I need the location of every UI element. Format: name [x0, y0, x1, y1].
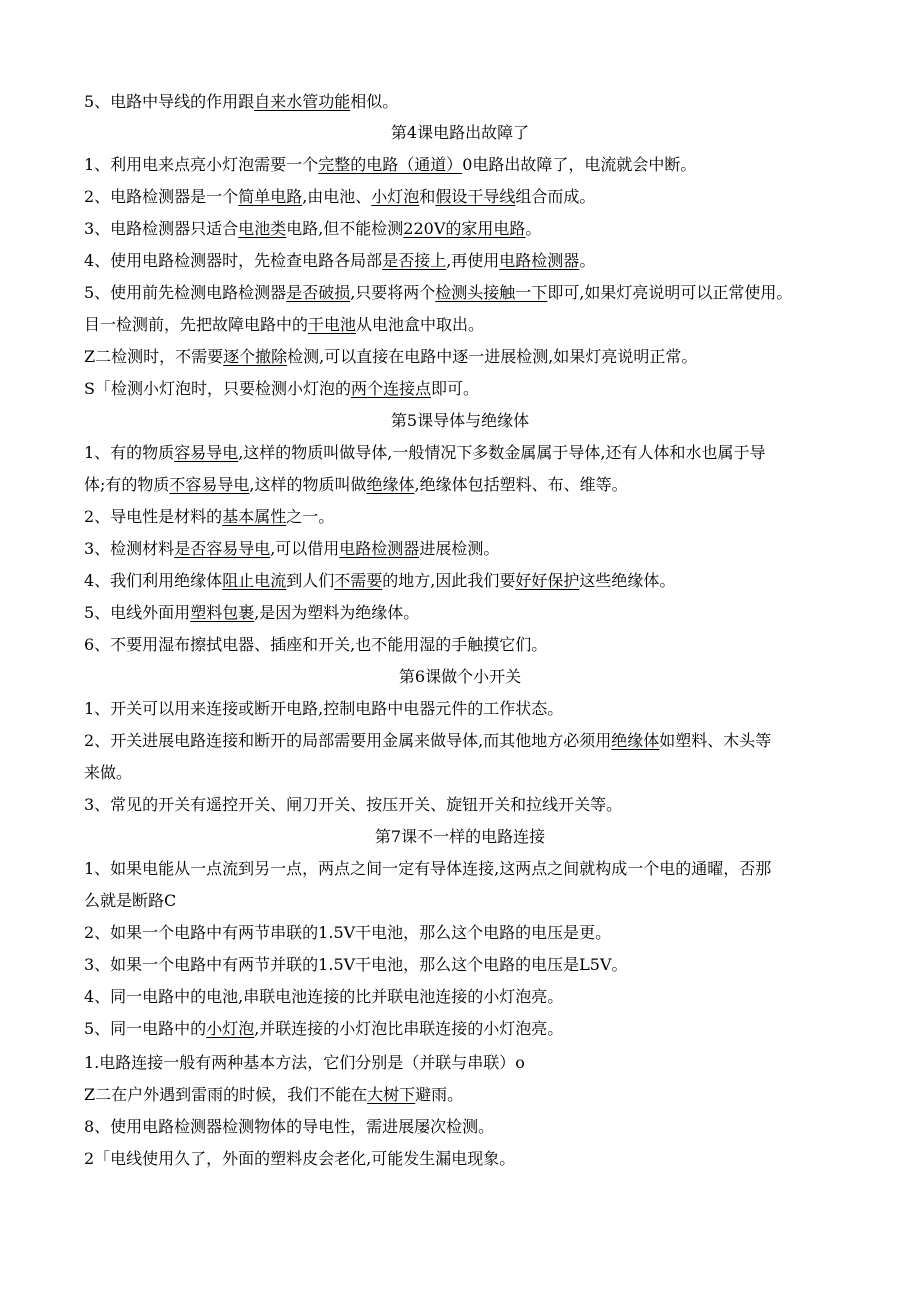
underlined-term: 小灯泡 [206, 1019, 255, 1038]
underlined-term: 电池类 [238, 219, 287, 238]
text-line [84, 315, 836, 335]
underlined-term: 两个连接点 [350, 379, 431, 398]
text-segment: 到人们 [286, 571, 335, 590]
text-segment: 4、使用电路检测器时，先检查电路各局部 [84, 251, 383, 270]
text-segment: 2「电线使用久了，外面的塑料皮会老化,可能发生漏电现象。 [84, 1149, 516, 1168]
text-segment: 之一。 [286, 507, 335, 526]
text-segment: 2、开关进展电路连接和断开的局部需要用金属来做导体,而其他地方必须用 [84, 731, 612, 750]
text-segment: ,这样的物质叫做导体,一般情况下多数金属属于导体,还有人体和水也属于导 [238, 443, 766, 462]
text-segment: 1、如果电能从一点流到另一点，两点之间一定有导体连接,这两点之间就构成一个电的通曜，否那 [84, 859, 772, 878]
text-segment: 3、电路检测器只适合 [84, 219, 239, 238]
text-segment: 5、使用前先检测电路检测器 [84, 283, 287, 302]
text-line [84, 187, 836, 207]
text-segment: 么就是断路C [84, 891, 177, 910]
text-segment: ,只要将两个 [350, 283, 436, 302]
text-segment: 1、有的物质 [84, 443, 175, 462]
text-segment: 即可,如果灯亮说明可以正常使用。 [547, 283, 793, 302]
section-heading [0, 827, 920, 847]
text-line [84, 955, 836, 975]
section-heading [0, 411, 920, 431]
text-line [84, 283, 836, 303]
text-segment: 第7课不一样的电路连接 [374, 827, 546, 846]
underlined-term: 电路检测器 [339, 539, 420, 558]
text-segment: 4、同一电路中的电池,串联电池连接的比并联电池连接的小灯泡亮。 [84, 987, 564, 1006]
text-line [84, 219, 836, 239]
underlined-term: 干电池 [308, 315, 357, 334]
text-segment: 即可。 [430, 379, 479, 398]
text-segment: 目一检测前，先把故障电路中的 [84, 315, 309, 334]
text-segment: 2、如果一个电路中有两节串联的1.5V干电池，那么这个电路的电压是更。 [84, 923, 612, 942]
text-segment: S「检测小灯泡时，只要检测小灯泡的 [84, 379, 351, 398]
underlined-term: 是否容易导电 [174, 539, 271, 558]
text-line [84, 539, 836, 559]
text-segment: ,这样的物质叫做 [249, 475, 367, 494]
text-segment: 来做。 [84, 763, 133, 782]
text-segment: 3、常见的开关有遥控开关、闸刀开关、按压开关、旋钮开关和拉线开关等。 [84, 795, 623, 814]
text-segment: 1、利用电来点亮小灯泡需要一个 [84, 155, 319, 174]
text-segment: 3、如果一个电路中有两节并联的1.5V干电池，那么这个电路的电压是L5V。 [84, 955, 628, 974]
text-line [84, 987, 836, 1007]
text-segment: 。 [525, 219, 542, 238]
text-line [84, 763, 836, 783]
text-line [84, 155, 836, 175]
text-segment: 组合而成。 [515, 187, 596, 206]
text-segment: 4、我们利用绝缘体 [84, 571, 223, 590]
text-line [84, 859, 836, 879]
text-segment: 1、开关可以用来连接或断开电路,控制电路中电器元件的工作状态。 [84, 699, 564, 718]
underlined-term: 容易导电 [174, 443, 239, 462]
text-line [84, 891, 836, 911]
text-segment: 体;有的物质 [84, 475, 170, 494]
text-segment: ,由电池、 [302, 187, 372, 206]
text-segment: 5、电线外面用 [84, 603, 191, 622]
underlined-term: 自来水管功能 [254, 92, 351, 111]
text-segment: 8、使用电路检测器检测物体的导电性，需进展屡次检测。 [84, 1117, 495, 1136]
text-line [84, 603, 836, 623]
text-line [84, 1149, 836, 1169]
underlined-term: 绝缘体 [366, 475, 415, 494]
text-line [84, 347, 836, 367]
text-segment: 5、同一电路中的 [84, 1019, 207, 1038]
text-segment: 电路,但不能检测 [286, 219, 404, 238]
text-line [84, 731, 836, 751]
underlined-term: 是否接上 [382, 251, 447, 270]
underlined-term: 简单电路 [238, 187, 303, 206]
text-line [84, 92, 836, 112]
text-segment: ,再使用 [446, 251, 500, 270]
text-segment: 5、电路中导线的作用跟 [84, 92, 255, 111]
text-line [84, 379, 836, 399]
text-segment: Z二在户外遇到雷雨的时候，我们不能在 [84, 1085, 368, 1104]
underlined-term: 不容易导电 [169, 475, 250, 494]
text-line [84, 443, 836, 463]
text-segment: 第6课做个小开关 [398, 667, 522, 686]
text-segment: ,是因为塑料为绝缘体。 [254, 603, 420, 622]
section-heading [0, 667, 920, 687]
text-segment: 3、检测材料 [84, 539, 175, 558]
text-segment: 进展检测。 [419, 539, 500, 558]
text-segment: 第5课导体与绝缘体 [390, 411, 530, 430]
text-segment: 检测,可以直接在电路中逐一进展检测,如果灯亮说明正常。 [287, 347, 698, 366]
text-line [84, 635, 836, 655]
text-line [84, 1085, 836, 1105]
text-segment: 相似。 [350, 92, 399, 111]
text-segment: ,绝缘体包括塑料、布、维等。 [414, 475, 628, 494]
text-line [84, 1053, 836, 1073]
underlined-term: 逐个撤除 [223, 347, 288, 366]
text-segment: 0电路出故障了，电流就会中断。 [462, 155, 697, 174]
text-line [84, 1117, 836, 1137]
text-line [84, 699, 836, 719]
text-segment: 2、导电性是材料的 [84, 507, 223, 526]
underlined-term: 是否破损 [286, 283, 351, 302]
text-line [84, 1019, 836, 1039]
underlined-term: 小灯泡 [371, 187, 420, 206]
underlined-term: 完整的电路（通道） [318, 155, 463, 174]
text-segment: 这些绝缘体。 [579, 571, 676, 590]
underlined-term: 检测头接触一下 [435, 283, 548, 302]
section-heading [0, 123, 920, 143]
underlined-term: 绝缘体 [611, 731, 660, 750]
underlined-term: 大树下 [367, 1085, 416, 1104]
underlined-term: 基本属性 [222, 507, 287, 526]
text-segment: 第4课电路出故障了 [390, 123, 530, 142]
text-line [84, 507, 836, 527]
text-segment: ,并联连接的小灯泡比串联连接的小灯泡亮。 [254, 1019, 564, 1038]
text-segment: Z二检测时，不需要 [84, 347, 224, 366]
text-segment: ,可以借用 [270, 539, 340, 558]
text-line [84, 795, 836, 815]
underlined-term: 假设干导线 [435, 187, 516, 206]
text-segment: 从电池盒中取出。 [356, 315, 485, 334]
text-line [84, 923, 836, 943]
underlined-term: 塑料包裹 [190, 603, 255, 622]
text-line [84, 251, 836, 271]
underlined-term: 电路检测器 [499, 251, 580, 270]
text-line [84, 475, 836, 495]
text-segment: 的地方,因此我们要 [382, 571, 516, 590]
underlined-term: 阻止电流 [222, 571, 287, 590]
text-segment: 1.电路连接一般有两种基本方法，它们分别是（并联与串联）o [84, 1053, 525, 1072]
text-segment: 。 [579, 251, 596, 270]
underlined-term: 好好保护 [515, 571, 580, 590]
text-segment: 和 [419, 187, 436, 206]
text-segment: 避雨。 [415, 1085, 464, 1104]
underlined-term: 220V的家用电路 [403, 219, 526, 238]
text-segment: 2、电路检测器是一个 [84, 187, 239, 206]
text-line [84, 571, 836, 591]
text-segment: 6、不要用湿布擦拭电器、插座和开关,也不能用湿的手触摸它们。 [84, 635, 548, 654]
text-segment: 如塑料、木头等 [659, 731, 772, 750]
underlined-term: 不需要 [334, 571, 383, 590]
